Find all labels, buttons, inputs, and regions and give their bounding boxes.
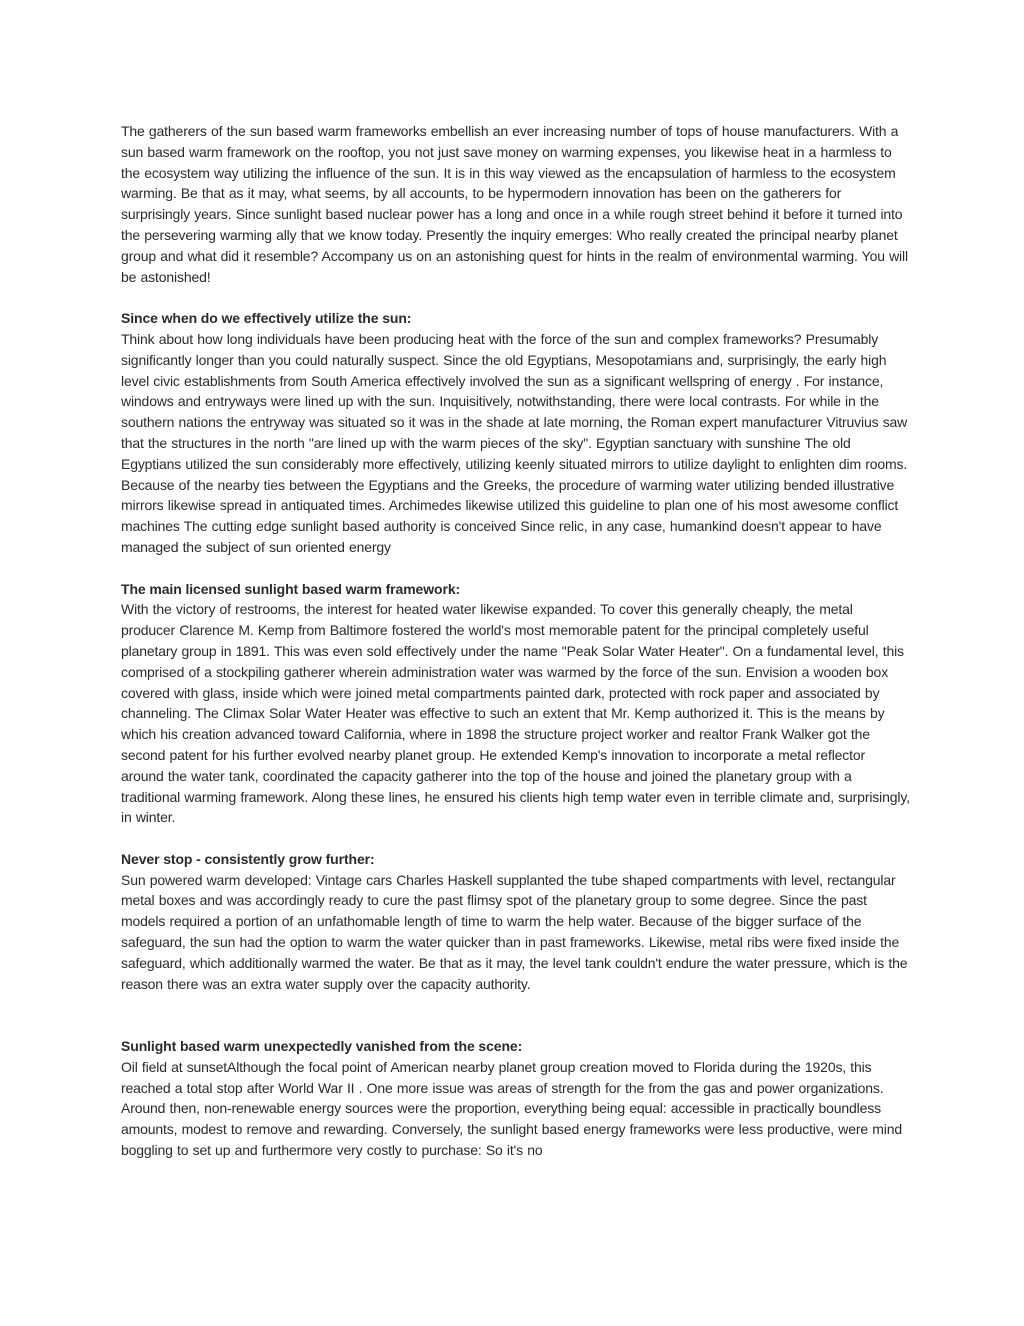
intro-paragraph: The gatherers of the sun based warm frameworks embellish an ever increasing number of tops of house manufacturers. With a sun based warm framework on the rooftop, you not just save money on warming expenses, you likewise heat in a harmless to the ecosystem way utilizing the influence of the sun. It is in this way viewed as the encapsulation of harmless to the ecosystem warming. Be that as it may, what seems, by all accounts, to be hypermodern innovation has been on the gatherers for surprisingly years. Since sunlight based nuclear power has a long and once in a while rough street behind it before it turned into the persevering warming ally that we know today. Presently the inquiry emerges: Who really created the principal nearby planet group and what did it resemble? Accompany us on an astonishing quest for hints in the realm of environmental warming. You will be astonished! [121, 123, 908, 285]
document-page [121, 121, 911, 1161]
section-paragraph: Think about how long individuals have been producing heat with the force of the sun and complex frameworks? Presumably significantly longer than you could naturally suspect. Since the old Egyptians, Mesopotamians and, surprisingly, the early high level civic establishments from South America effectively involved the sun as a significant wellspring of energy . For instance, windows and entryways were lined up with the sun. Inquisitively, notwithstanding, there were local contrasts. For while in the southern nations the entryway was situated so it was in the shade at late morning, the Roman expert manufacturer Vitruvius saw that the structures in the north "are lined up with the warm pieces of the sky". Egyptian sanctuary with sunshine The old Egyptians utilized the sun considerably more effectively, utilizing keenly situated mirrors to utilize daylight to enlighten dim rooms. Because of the nearby ties between the Egyptians and the Greeks, the procedure of warming water utilizing bended illustrative mirrors likewise spread in antiquated times. Archimedes likewise utilized this guideline to plan one of his most awesome conflict machines The cutting edge sunlight based authority is conceived Since relic, in any case, humankind doesn't appear to have managed the subject of sun oriented energy [121, 330, 908, 555]
section-sun-usage [121, 308, 911, 558]
section-paragraph: Sun powered warm developed: Vintage cars Charles Haskell supplanted the tube shaped compartments with level, rectangular metal boxes and was accordingly ready to cure the past flimsy spot of the planetary group to some degree. Since the past models required a portion of an unfathomable length of time to warm the help water. Because of the bigger surface of the safeguard, the sun had the option to warm the water quicker than in past frameworks. Likewise, metal ribs were fixed inside the safeguard, which additionally warmed the water. Be that as it may, the level tank couldn't endure the water pressure, which is the reason there was an extra water supply over the capacity authority. [121, 871, 908, 992]
section-paragraph: With the victory of restrooms, the interest for heated water likewise expanded. To cover this generally cheaply, the metal producer Clarence M. Kemp from Baltimore fostered the world's most memorable patent for the principal completely useful planetary group in 1891. This was even sold effectively under the name "Peak Solar Water Heater". On a fundamental level, this comprised of a stockpiling gatherer wherein administration water was warmed by the force of the sun. Envision a wooden box covered with glass, inside which were joined metal compartments painted dark, protected with rock paper and associated by channeling. The Climax Solar Water Heater was effective to such an extent that Mr. Kemp authorized it. This is the means by which his creation advanced toward California, where in 1898 the structure project worker and realtor Frank Walker got the second patent for his further evolved nearby planet group. He extended Kemp's innovation to incorporate a metal reflector around the water tank, coordinated the capacity gatherer into the top of the house and joined the planetary group with a traditional warming framework. Along these lines, he ensured his clients high temp water even in terrible climate and, surprisingly, in winter. [121, 601, 910, 826]
section-licensed-framework [121, 579, 911, 829]
section-heading: Sunlight based warm unexpectedly vanished from the scene: [121, 1038, 523, 1055]
section-heading: Never stop - consistently grow further: [121, 850, 375, 867]
section-never-stop [121, 849, 911, 995]
section-heading: The main licensed sunlight based warm framework: [121, 580, 461, 597]
section-heading: Since when do we effectively utilize the sun: [121, 310, 412, 327]
section-vanished [121, 1036, 911, 1161]
section-paragraph: Oil field at sunsetAlthough the focal point of American nearby planet group creation moved to Florida during the 1920s, this reached a total stop after World War II . One more issue was areas of strength for the from the gas and power organizations. Around then, non-renewable energy sources were the proportion, everything being equal: accessible in practically boundless amounts, modest to remove and rewarding. Conversely, the sunlight based energy frameworks were less productive, were mind boggling to set up and furthermore very costly to purchase: So it's no [121, 1058, 902, 1159]
